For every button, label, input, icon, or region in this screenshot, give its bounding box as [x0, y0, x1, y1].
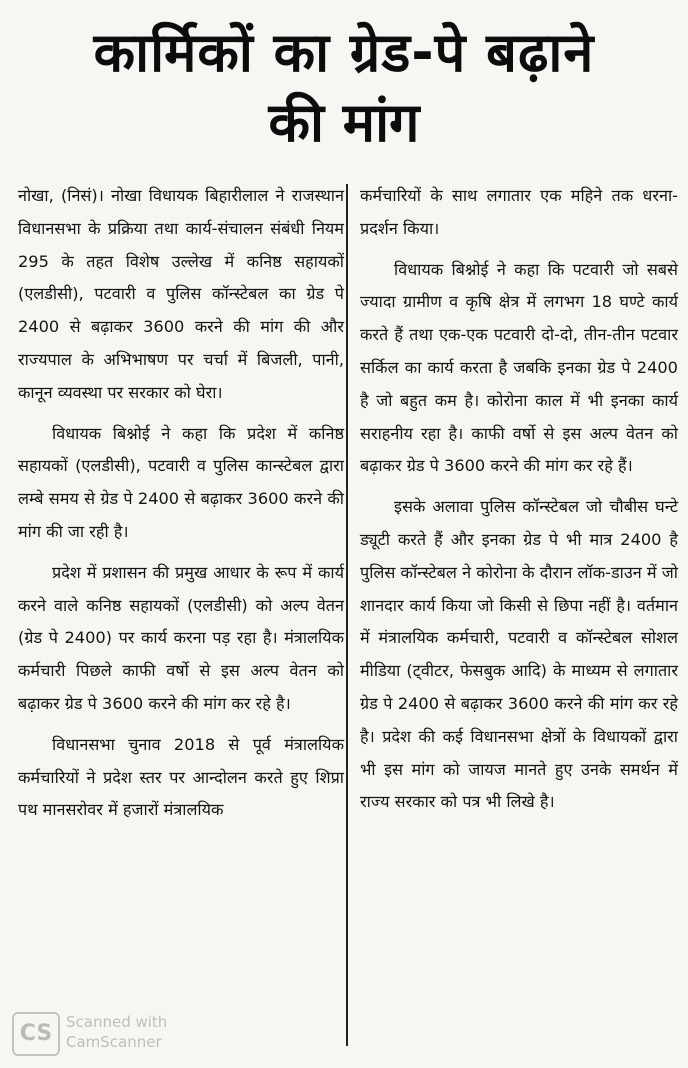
paragraph: विधायक बिश्नोई ने कहा कि पटवारी जो सबसे ज्यादा ग्रामीण व कृषि क्षेत्र में लगभग 18 घण्टे कार्य करते हैं तथा एक-एक पटवारी दो-दो, तीन-तीन पटवार सर्किल का कार्य करता है जबकि इनका ग्रेड पे 2400 है जो बहुत कम है। कोरोना काल में भी इनका कार्य सराहनीय रहा है। काफी वर्षो से इस अल्प वेतन को बढ़ाकर ग्रेड पे 3600 करने की मांग कर रहे हैं। [360, 259, 678, 476]
paragraph: विधानसभा चुनाव 2018 से पूर्व मंत्रालयिक कर्मचारियों ने प्रदेश स्तर पर आन्दोलन करते हुए शिप्रा पथ मानसरोवर में हजारों मंत्रालयिक [18, 734, 344, 820]
headline-line-2: की मांग [268, 91, 420, 154]
article-column-left [18, 180, 344, 827]
article-column-right [360, 180, 678, 819]
watermark-text [66, 1012, 167, 1052]
paragraph: प्रदेश में प्रशासन की प्रमुख आधार के रूप में कार्य करने वाले कनिष्ठ सहायकों (एलडीसी) को अल्प वेतन (ग्रेड पे 2400) पर कार्य करना पड़ रहा है। मंत्रालयिक कर्मचारी पिछले काफी वर्षो से इस अल्प वेतन को बढ़ाकर ग्रेड पे 3600 करने की मांग कर रहे है। [18, 562, 344, 713]
paragraph: विधायक बिश्नोई ने कहा कि प्रदेश में कनिष्ठ सहायकों (एलडीसी), पटवारी व पुलिस कान्स्टेबल द्वारा लम्बे समय से ग्रेड पे 2400 से बढ़ाकर 3600 करने की मांग की जा रही है। [18, 423, 344, 541]
watermark-line-1: Scanned with [66, 1013, 168, 1031]
paragraph: कर्मचारियों के साथ लगातार एक महिने तक धरना-प्रदर्शन किया। [360, 186, 678, 238]
column-divider [346, 184, 348, 1046]
headline [0, 18, 688, 158]
camscanner-watermark [12, 1010, 192, 1058]
paragraph: इसके अलावा पुलिस कॉन्स्टेबल जो चौबीस घन्टे ड्यूटी करते हैं और इनका ग्रेड पे भी मात्र 2400 है पुलिस कॉन्स्टेबल ने कोरोना के दौरान लॉक-डाउन में जो शानदार कार्य किया जो किसी से छिपा नहीं है। वर्तमान में मंत्रालयिक कर्मचारी, पटवारी व कॉन्स्टेबल सोशल मीडिया (ट्वीटर, फेसबुक आदि) के माध्यम से लगातार ग्रेड पे 2400 से बढ़ाकर 3600 करने की मांग कर रहे है। प्रदेश की कई विधानसभा क्षेत्रों के विधायकों द्वारा भी इस मांग को जायज मानते हुए उनके समर्थन में राज्य सरकार को पत्र भी लिखे है। [360, 497, 678, 812]
paragraph: नोखा, (निसं)। नोखा विधायक बिहारीलाल ने राजस्थान विधानसभा के प्रक्रिया तथा कार्य-संचालन संबंधी नियम 295 के तहत विशेष उल्लेख में कनिष्ठ सहायकों (एलडीसी), पटवारी व पुलिस कॉन्स्टेबल का ग्रेड पे 2400 से बढ़ाकर 3600 करने की मांग की और राज्यपाल के अभिभाषण पर चर्चा में बिजली, पानी, कानून व्यवस्था पर सरकार को घेरा। [18, 186, 344, 402]
watermark-line-2: CamScanner [66, 1033, 162, 1051]
headline-line-1: कार्मिकों का ग्रेड-पे बढ़ाने [93, 21, 595, 84]
camscanner-logo-icon: CS [12, 1012, 60, 1056]
